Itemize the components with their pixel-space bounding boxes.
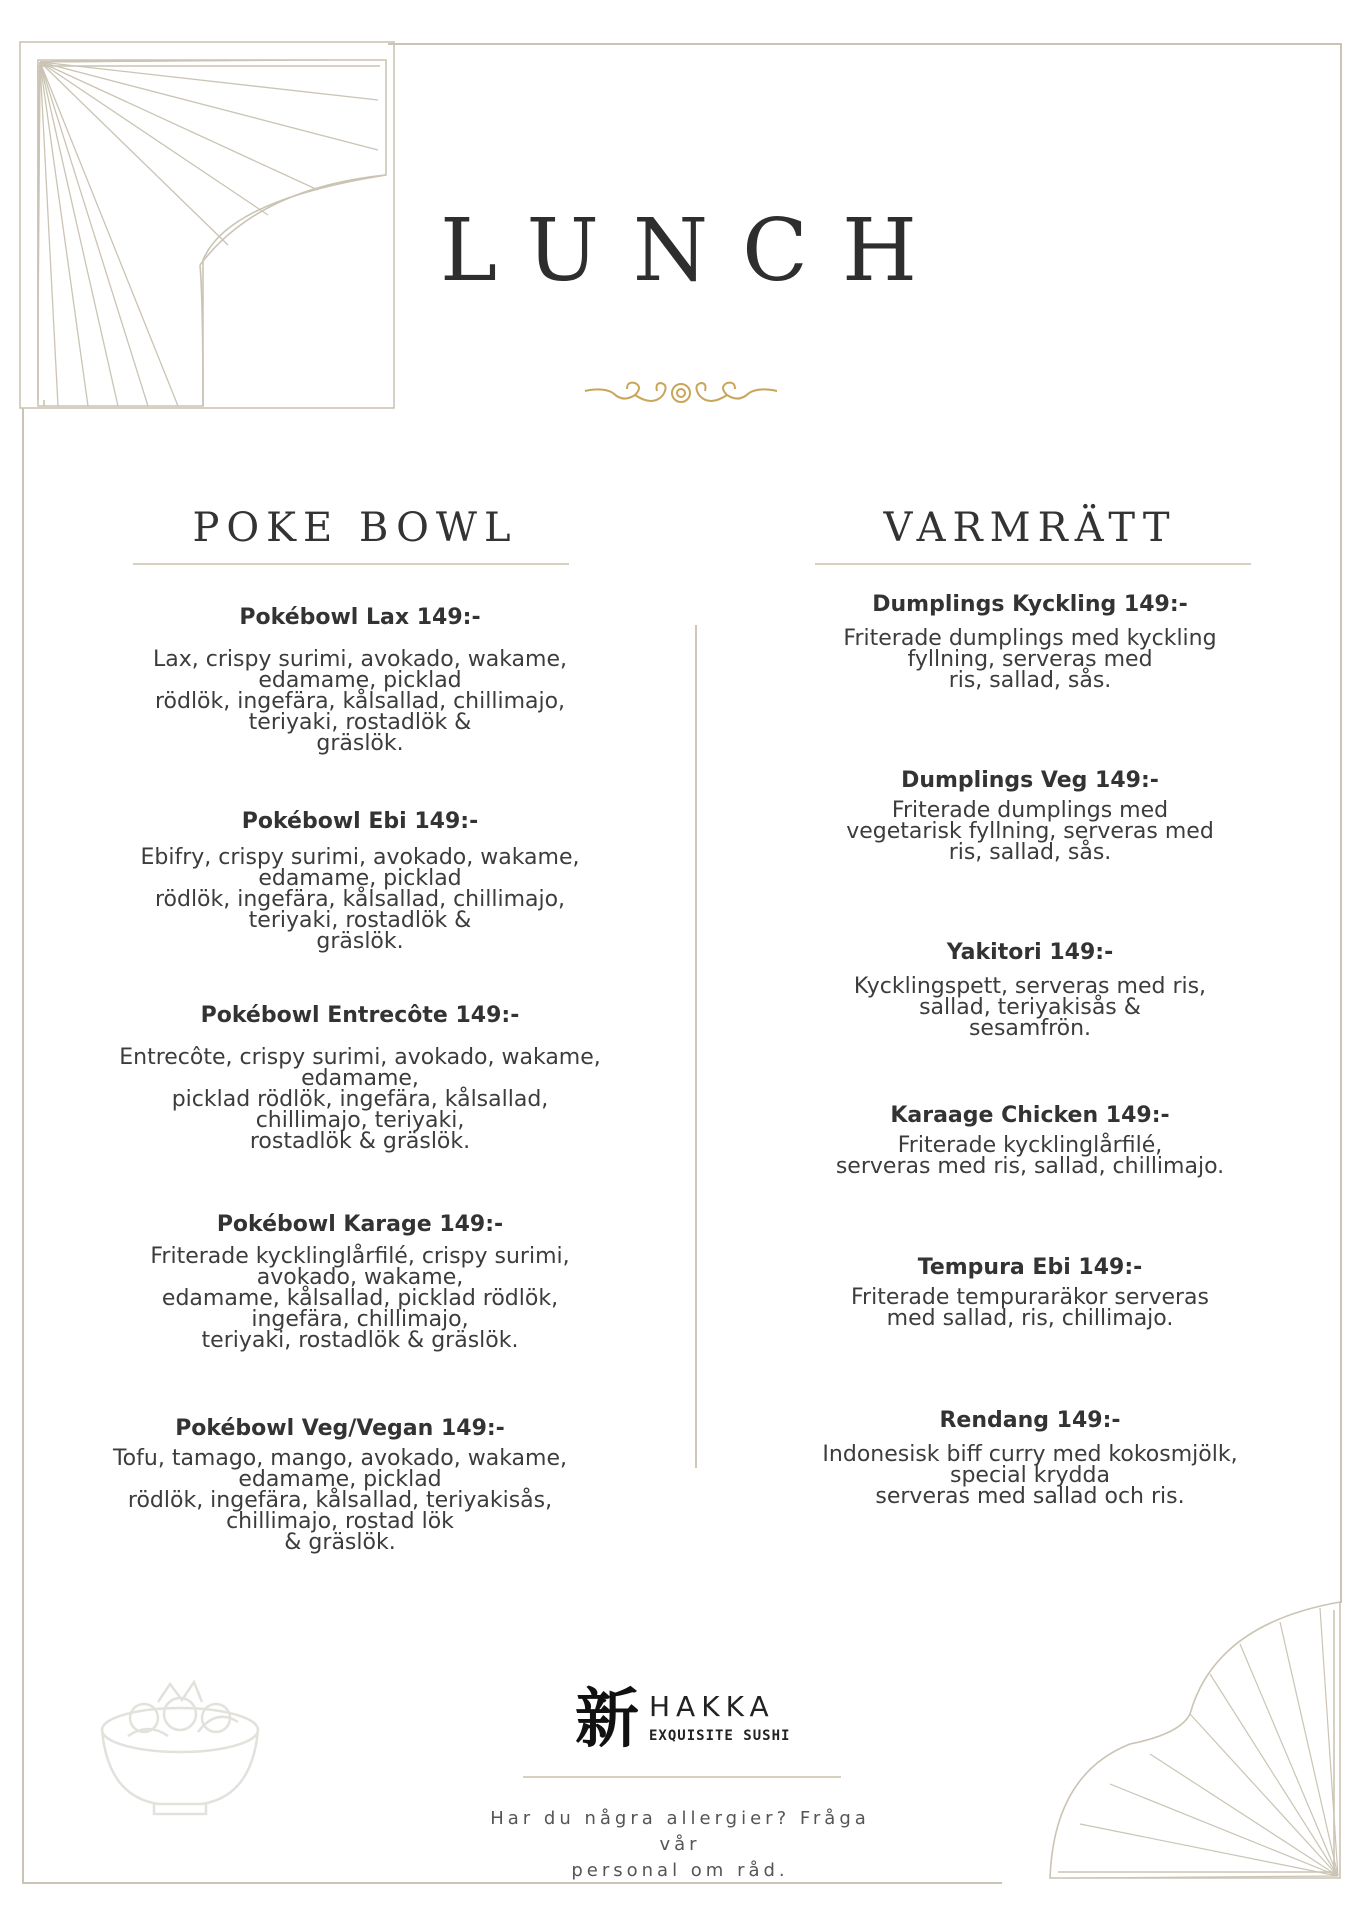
menu-item (770, 592, 1290, 691)
menu-item-name: Pokébowl Karage 149:- (216, 1212, 504, 1237)
menu-item (80, 605, 640, 754)
menu-item (760, 1408, 1300, 1507)
poke-bowl-icon (98, 1678, 268, 1818)
menu-item-description: Friterade kycklinglårfilé, crispy surimi, avokado, wakame, edamame, kålsallad, picklad rödlök, ingefära, chillimajo, teriyaki, rostadlök & gräslök. (150, 1244, 570, 1353)
menu-item-name: Pokébowl Veg/Vegan 149:- (175, 1416, 505, 1441)
page-title: LUNCH (440, 201, 951, 301)
menu-item-name: Pokébowl Entrecôte 149:- (200, 1003, 520, 1028)
logo-name: HAKKA (649, 1690, 775, 1723)
menu-item (770, 1255, 1290, 1329)
page-frame-left (22, 408, 24, 1884)
menu-item-description: Tofu, tamago, mango, avokado, wakame, edamame, picklad rödlök, ingefära, kålsallad, teriyakisås, chillimajo, rostad lök & gräslök. (112, 1446, 567, 1555)
menu-item (770, 940, 1290, 1039)
menu-item-name: Karaage Chicken 149:- (890, 1103, 1170, 1128)
menu-item-name: Tempura Ebi 149:- (917, 1255, 1143, 1280)
allergy-note: Har du några allergier? Fråga vår personal om råd. (490, 1808, 870, 1881)
page-frame-top (388, 43, 1342, 45)
menu-item (770, 768, 1290, 863)
column-divider (695, 625, 697, 1468)
menu-item (80, 809, 640, 952)
menu-item (60, 1416, 620, 1553)
menu-item-name: Pokébowl Ebi 149:- (241, 809, 479, 834)
menu-item-description: Friterade dumplings med kyckling fyllning, serveras med ris, sallad, sås. (843, 626, 1217, 693)
menu-item (60, 1003, 660, 1152)
menu-item-description: Ebifry, crispy surimi, avokado, wakame, edamame, picklad rödlök, ingefära, kålsallad, chillimajo, teriyaki, rostadlök & gräslök. (140, 845, 580, 954)
menu-item (80, 1212, 640, 1351)
logo-tagline: EXQUISITE SUSHI (649, 1728, 791, 1744)
menu-item (770, 1103, 1290, 1177)
logo-rule (523, 1776, 841, 1778)
menu-item-description: Lax, crispy surimi, avokado, wakame, edamame, picklad rödlök, ingefära, kålsallad, chillimajo, teriyaki, rostadlök & gräslök. (152, 647, 567, 756)
section-heading-poke-bowl: POKE BOWL (192, 505, 518, 551)
menu-item-name: Yakitori 149:- (946, 940, 1114, 965)
menu-item-name: Dumplings Kyckling 149:- (872, 592, 1188, 617)
menu-item-name: Pokébowl Lax 149:- (239, 605, 481, 630)
section-rule-left (133, 563, 569, 565)
fan-corner-bottom-right (1040, 1594, 1344, 1888)
logo-glyph: 新 (575, 1683, 639, 1757)
menu-item-name: Dumplings Veg 149:- (901, 768, 1159, 793)
menu-item-description: Friterade kycklinglårfilé, serveras med ris, sallad, chillimajo. (835, 1133, 1225, 1179)
ornament-icon (583, 373, 779, 413)
menu-item-description: Friterade dumplings med vegetarisk fyllning, serveras med ris, sallad, sås. (846, 798, 1214, 865)
menu-item-description: Kycklingspett, serveras med ris, sallad, teriyakisås & sesamfrön. (853, 974, 1207, 1041)
menu-item-description: Entrecôte, crispy surimi, avokado, wakame, edamame, picklad rödlök, ingefära, kålsallad, chillimajo, teriyaki, rostadlök & gräslök. (119, 1045, 601, 1154)
section-rule-right (815, 563, 1251, 565)
menu-item-description: Friterade tempuraräkor serveras med sallad, ris, chillimajo. (851, 1285, 1209, 1331)
menu-item-name: Rendang 149:- (939, 1408, 1121, 1433)
section-heading-varmratt: VARMRÄTT (883, 505, 1177, 551)
menu-item-description: Indonesisk biff curry med kokosmjölk, special krydda serveras med sallad och ris. (822, 1442, 1238, 1509)
